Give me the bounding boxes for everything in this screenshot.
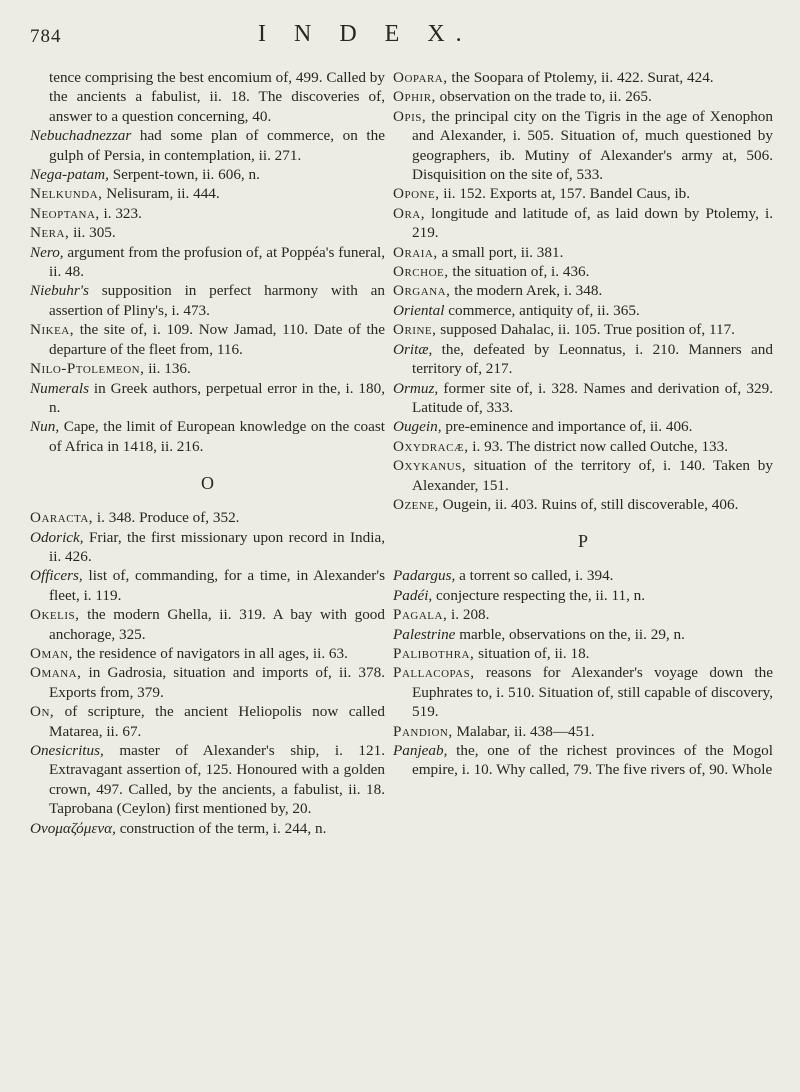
index-headword: Nilo-Ptolemeon, (30, 360, 145, 378)
index-entry (393, 586, 773, 605)
index-entry (393, 243, 773, 262)
index-headword: Ormuz, (393, 379, 439, 397)
index-entry-text: had some plan of commerce, on the gulph of Persia, in contemplation, ii. 271. (49, 127, 385, 164)
index-headword: Nera, (30, 224, 70, 242)
index-entry (30, 320, 385, 359)
index-entry-text: former site of, i. 328. Names and derivation of, 329. Latitude of, 333. (412, 379, 773, 416)
index-headword: Onesicritus, (30, 742, 104, 759)
index-headword: Nega-patam, (30, 166, 109, 184)
index-entry (393, 68, 773, 87)
index-headword: Organa, (393, 282, 451, 300)
index-headword: Ora, (393, 204, 426, 222)
left-entries-top (30, 68, 385, 456)
index-headword: Nero, (30, 243, 64, 261)
index-entry (393, 301, 773, 320)
index-entry (30, 243, 385, 282)
page-header (0, 0, 800, 60)
index-entry-text: Ougein, ii. 403. Ruins of, still discoverable, 406. (438, 495, 739, 513)
index-entry (393, 566, 773, 585)
index-entry (30, 566, 385, 605)
index-entry-text: a small port, ii. 381. (437, 243, 564, 261)
index-entry (30, 204, 385, 223)
index-entry-text: situation of the territory of, i. 140. Taken by Alexander, 151. (412, 457, 773, 494)
index-headword: Officers, (30, 567, 83, 585)
index-entry-text: the Soopara of Ptolemy, ii. 422. Surat, 424. (447, 69, 714, 86)
index-entry-text: the site of, i. 109. Now Jamad, 110. Date of the departure of the fleet from, 116. (49, 321, 385, 358)
index-headword: Panjeab, (393, 742, 448, 759)
index-headword: On, (30, 703, 55, 721)
index-entry-text: argument from the profusion of, at Poppéa's funeral, ii. 48. (49, 243, 385, 281)
index-entry-text: i. 208. (447, 606, 490, 624)
index-entry-text: situation of, ii. 18. (474, 644, 590, 662)
index-entry-text: pre-eminence and importance of, ii. 406. (441, 418, 693, 436)
index-headword: Padargus, (393, 567, 456, 585)
index-entry (393, 379, 773, 418)
index-headword: Oxydracæ, (393, 437, 469, 455)
index-headword: Nelkunda, (30, 185, 103, 203)
index-headword: Niebuhr's (30, 282, 89, 300)
index-entry (30, 223, 385, 242)
index-entry (30, 359, 385, 378)
index-headword: Ονομαζόμενα, (30, 819, 116, 837)
index-headword: Omana, (30, 664, 82, 682)
page-number: 784 (30, 26, 62, 47)
index-headword: Orchoe, (393, 263, 449, 281)
index-entry-text: observation on the trade to, ii. 265. (435, 88, 652, 106)
index-entry-text: tence comprising the best encomium of, 499. Called by the ancients a fabulist, ii. 18. The discoveries of, answer to a question concerning, 40. (49, 69, 385, 125)
index-headword: Pagala, (393, 606, 448, 624)
index-entry (30, 644, 385, 663)
index-entry (393, 605, 773, 624)
index-entry-text: marble, observations on the, ii. 29, n. (455, 625, 685, 643)
index-entry (393, 456, 773, 495)
index-entry-text: Cape, the limit of European knowledge on the coast of Africa in 1418, ii. 216. (49, 418, 385, 455)
index-headword: Neoptana, (30, 204, 100, 222)
index-entry (30, 528, 385, 567)
index-headword: Oman, (30, 644, 73, 662)
index-entry-text: the situation of, i. 436. (448, 263, 590, 281)
index-headword: Palibothra, (393, 644, 475, 662)
index-headword: Ougein, (393, 418, 442, 436)
index-headword: Nebuchadnezzar (30, 127, 132, 145)
index-headword: Numerals (30, 379, 90, 397)
index-entry-text: in Gadrosia, situation and imports of, ii. 378. Exports from, 379. (49, 664, 385, 701)
index-entry (393, 644, 773, 663)
index-entry (30, 663, 385, 702)
index-entry-text: ii. 136. (144, 360, 191, 378)
index-entry (393, 741, 773, 780)
index-entry (393, 417, 773, 436)
running-title: I N D E X. (258, 21, 473, 47)
index-entry (393, 663, 773, 721)
index-entry-text: i. 323. (99, 204, 142, 222)
index-entry-text: the modern Arek, i. 348. (450, 282, 603, 300)
index-entry-text: Serpent-town, ii. 606, n. (108, 166, 260, 184)
index-entry (393, 262, 773, 281)
index-entry (393, 204, 773, 243)
index-entry-text: Friar, the first missionary upon record in India, ii. 426. (49, 528, 385, 565)
index-headword: Palestrine (393, 625, 456, 643)
index-entry-text: a torrent so called, i. 394. (455, 567, 614, 585)
index-headword: Oritæ, (393, 340, 433, 358)
index-entry (393, 87, 773, 106)
section-letter-o: O (201, 473, 214, 494)
left-entries-bottom (30, 508, 385, 838)
index-entry (30, 819, 385, 838)
index-entry (30, 605, 385, 644)
index-entry-text: of scripture, the ancient Heliopolis now called Matarea, ii. 67. (49, 703, 385, 740)
index-entry (393, 722, 773, 741)
section-letter-p: P (577, 531, 588, 552)
index-entry (393, 184, 773, 203)
index-entry-text: commerce, antiquity of, ii. 365. (444, 301, 640, 319)
index-entry-text: Malabar, ii. 438—451. (452, 722, 595, 740)
index-entry-text: reasons for Alexander's voyage down the Euphrates to, i. 510. Situation of, still capable of discovery, 519. (412, 664, 773, 721)
index-headword: Oxykanus, (393, 457, 467, 475)
index-headword: Orine, (393, 321, 437, 339)
index-entry (30, 281, 385, 320)
left-column (30, 68, 385, 838)
index-headword: Oriental (393, 301, 445, 319)
index-entry (30, 126, 385, 165)
index-headword: Opis, (393, 107, 427, 125)
index-headword: Ozene, (393, 495, 439, 513)
index-entry-text: the, one of the richest provinces of the Mogol empire, i. 10. Why called, 79. The five rivers of, 90. Whole (412, 742, 773, 779)
index-headword: Pallacopas, (393, 664, 475, 682)
index-headword: Padéi, (393, 586, 433, 604)
index-entry-text: ii. 152. Exports at, 157. Bandel Caus, ib. (439, 185, 691, 203)
index-entry-text: master of Alexander's ship, i. 121. Extravagant assertion of, 125. Honoured with a golden crown, 497. Called, by the ancients, a fabulist, ii. 18. Taprobana (Ceylon) first mentioned by, 20. (49, 742, 385, 818)
index-entry (30, 702, 385, 741)
index-entry (393, 625, 773, 644)
index-entry (30, 508, 385, 527)
index-entry (30, 379, 385, 418)
index-entry-text: in Greek authors, perpetual error in the, i. 180, n. (49, 379, 385, 416)
index-entry-text: i. 348. Produce of, 352. (93, 509, 240, 527)
index-entry-text: conjecture respecting the, ii. 11, n. (432, 586, 646, 604)
index-entry-text: i. 93. The district now called Outche, 133. (468, 437, 729, 455)
index-entry-text: Nelisuram, ii. 444. (102, 185, 220, 203)
index-entry (393, 437, 773, 456)
index-entry (393, 320, 773, 339)
index-entry (393, 340, 773, 379)
index-entry-text: list of, commanding, for a time, in Alexander's fleet, i. 119. (49, 567, 385, 604)
index-entry-text: ii. 305. (69, 224, 116, 242)
index-headword: Odorick, (30, 528, 84, 546)
index-entry-text: longitude and latitude of, as laid down by Ptolemy, i. 219. (412, 204, 773, 242)
index-entry (393, 281, 773, 300)
index-entry (30, 68, 385, 126)
index-headword: Pandion, (393, 722, 453, 740)
index-entry-text: supposed Dahalac, ii. 105. True position of, 117. (436, 321, 735, 339)
right-entries-bottom (393, 566, 773, 779)
index-headword: Okelis, (30, 606, 80, 624)
index-headword: Nun, (30, 418, 60, 436)
index-entry (393, 107, 773, 185)
index-entry-text: construction of the term, i. 244, n. (115, 819, 327, 837)
index-headword: Nikea, (30, 321, 75, 339)
index-headword: Opone, (393, 185, 440, 203)
index-headword: Oraia, (393, 243, 438, 261)
index-headword: Oaracta, (30, 509, 94, 527)
right-column (393, 68, 773, 780)
index-entry-text: the modern Ghella, ii. 319. A bay with good anchorage, 325. (49, 606, 385, 643)
index-entry-text: supposition in perfect harmony with an assertion of Pliny's, i. 473. (49, 282, 385, 319)
index-entry (393, 495, 773, 514)
index-entry-text: the, defeated by Leonnatus, i. 210. Manners and territory of, 217. (412, 340, 773, 378)
index-entry-text: the residence of navigators in all ages, ii. 63. (72, 644, 348, 662)
index-headword: Ophir, (393, 88, 436, 106)
index-entry (30, 165, 385, 184)
index-entry-text: the principal city on the Tigris in the age of Xenophon and Alexander, i. 505. Situation of, much questioned by geographers, ib. Mutiny of Alexander's army at, 506. Disquisition on the site of, 533. (412, 107, 773, 184)
index-entry (30, 184, 385, 203)
right-entries-top (393, 68, 773, 514)
index-headword: Oopara, (393, 69, 448, 86)
index-entry (30, 741, 385, 819)
index-entry (30, 417, 385, 456)
